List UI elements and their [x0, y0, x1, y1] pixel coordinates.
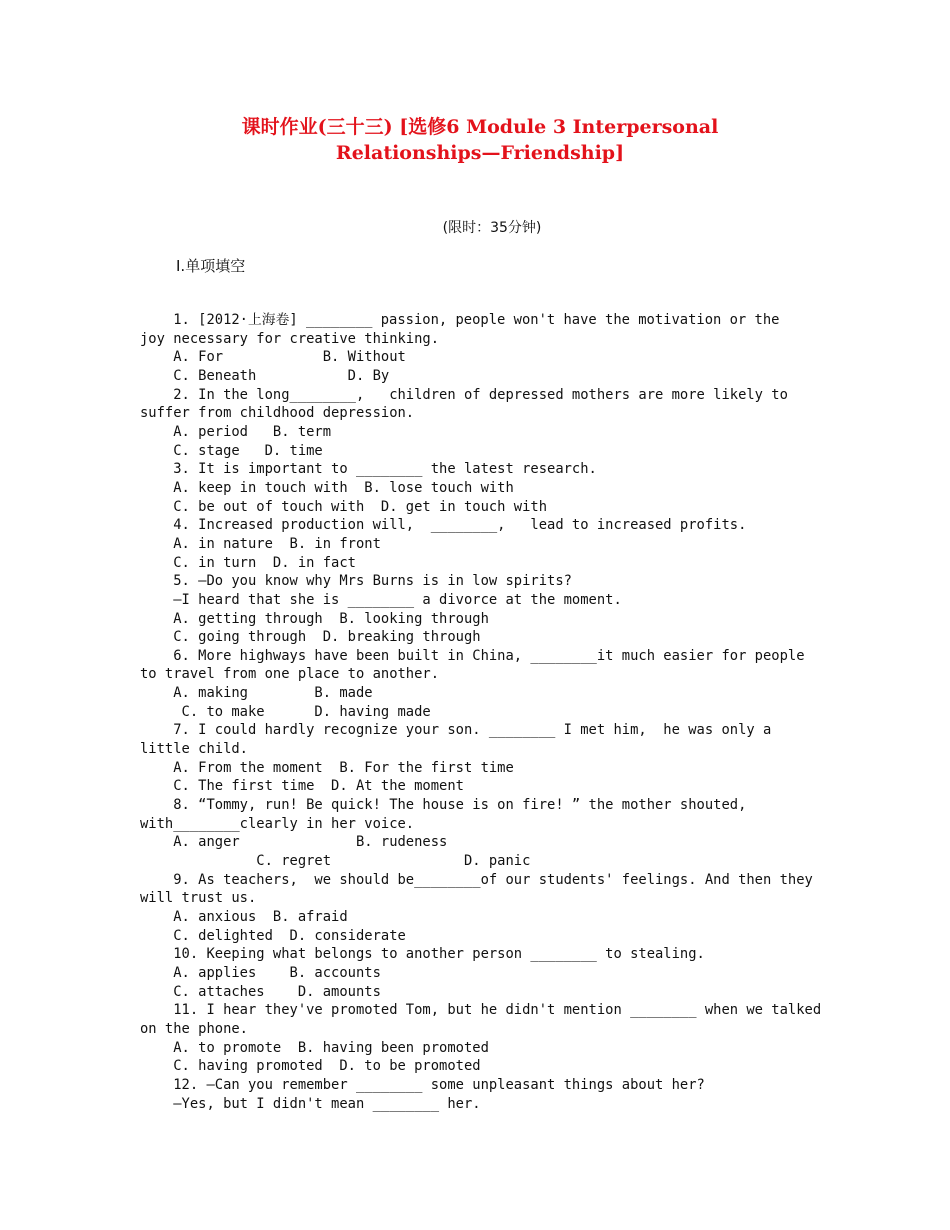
- text-line: A. keep in touch with B. lose touch with: [140, 479, 514, 496]
- text-line: will trust us.: [140, 890, 257, 907]
- text-line: on the phone.: [140, 1020, 248, 1037]
- text-line: 8. “Tommy, run! Be quick! The house is on fire! ” the mother shouted,: [140, 797, 747, 814]
- text-line: C. having promoted D. to be promoted: [140, 1058, 481, 1075]
- text-line: A. in nature B. in front: [140, 535, 381, 552]
- text-line: C. regret D. panic: [140, 853, 531, 870]
- text-line: 1. [2012·上海卷] ________ passion, people won't have the motivation or the: [140, 312, 780, 328]
- text-line: C. going through D. breaking through: [140, 629, 481, 646]
- text-line: C. attaches D. amounts: [140, 983, 381, 1000]
- text-line: 2. In the long________, children of depressed mothers are more likely to: [140, 386, 788, 403]
- text-line: joy necessary for creative thinking.: [140, 330, 440, 347]
- text-line: A. applies B. accounts: [140, 964, 381, 981]
- text-line: A. making B. made: [140, 685, 373, 702]
- text-line: with________clearly in her voice.: [140, 815, 415, 832]
- text-line: A. period B. term: [140, 423, 332, 440]
- text-line: 3. It is important to ________ the latest research.: [140, 461, 597, 478]
- text-line: —I heard that she is ________ a divorce at the moment.: [140, 591, 622, 608]
- text-line: 5. —Do you know why Mrs Burns is in low spirits?: [140, 573, 572, 590]
- text-line: A. From the moment B. For the first time: [140, 759, 514, 776]
- text-line: A. getting through B. looking through: [140, 610, 489, 627]
- text-line: to travel from one place to another.: [140, 666, 440, 683]
- text-line: C. Beneath D. By: [140, 367, 390, 384]
- text-line: 9. As teachers, we should be________of our students' feelings. And then they: [140, 871, 813, 888]
- text-line: 10. Keeping what belongs to another person ________ to stealing.: [140, 946, 705, 963]
- section-heading: Ⅰ.单项填空: [176, 257, 246, 275]
- text-line: A. anger B. rudeness: [140, 834, 448, 851]
- text-line: 6. More highways have been built in China, ________it much easier for people: [140, 647, 805, 664]
- text-line: 11. I hear they've promoted Tom, but he didn't mention ________ when we talked: [140, 1002, 822, 1019]
- text-line: C. delighted D. considerate: [140, 927, 406, 944]
- text-line: C. The first time D. At the moment: [140, 778, 464, 795]
- text-line: 4. Increased production will, ________, lead to increased profits.: [140, 517, 747, 534]
- text-line: A. For B. Without: [140, 349, 406, 366]
- exercise-body: [140, 311, 820, 1113]
- text-line: 7. I could hardly recognize your son. ________ I met him, he was only a: [140, 722, 772, 739]
- text-line: little child.: [140, 741, 248, 758]
- text-line: 12. —Can you remember ________ some unpleasant things about her?: [140, 1076, 705, 1093]
- text-line: C. stage D. time: [140, 442, 323, 459]
- page-title-line-2: Relationships—Friendship]: [335, 142, 625, 164]
- page-title-line-1: 课时作业(三十三) [选修6 Module 3 Interpersonal: [241, 116, 719, 138]
- time-limit: (限时：35分钟): [442, 220, 542, 236]
- text-line: suffer from childhood depression.: [140, 405, 415, 422]
- text-line: —Yes, but I didn't mean ________ her.: [140, 1095, 481, 1112]
- text-line: C. to make D. having made: [140, 703, 431, 720]
- text-line: A. to promote B. having been promoted: [140, 1039, 489, 1056]
- text-line: C. in turn D. in fact: [140, 554, 356, 571]
- text-line: C. be out of touch with D. get in touch with: [140, 498, 548, 515]
- text-line: A. anxious B. afraid: [140, 909, 348, 925]
